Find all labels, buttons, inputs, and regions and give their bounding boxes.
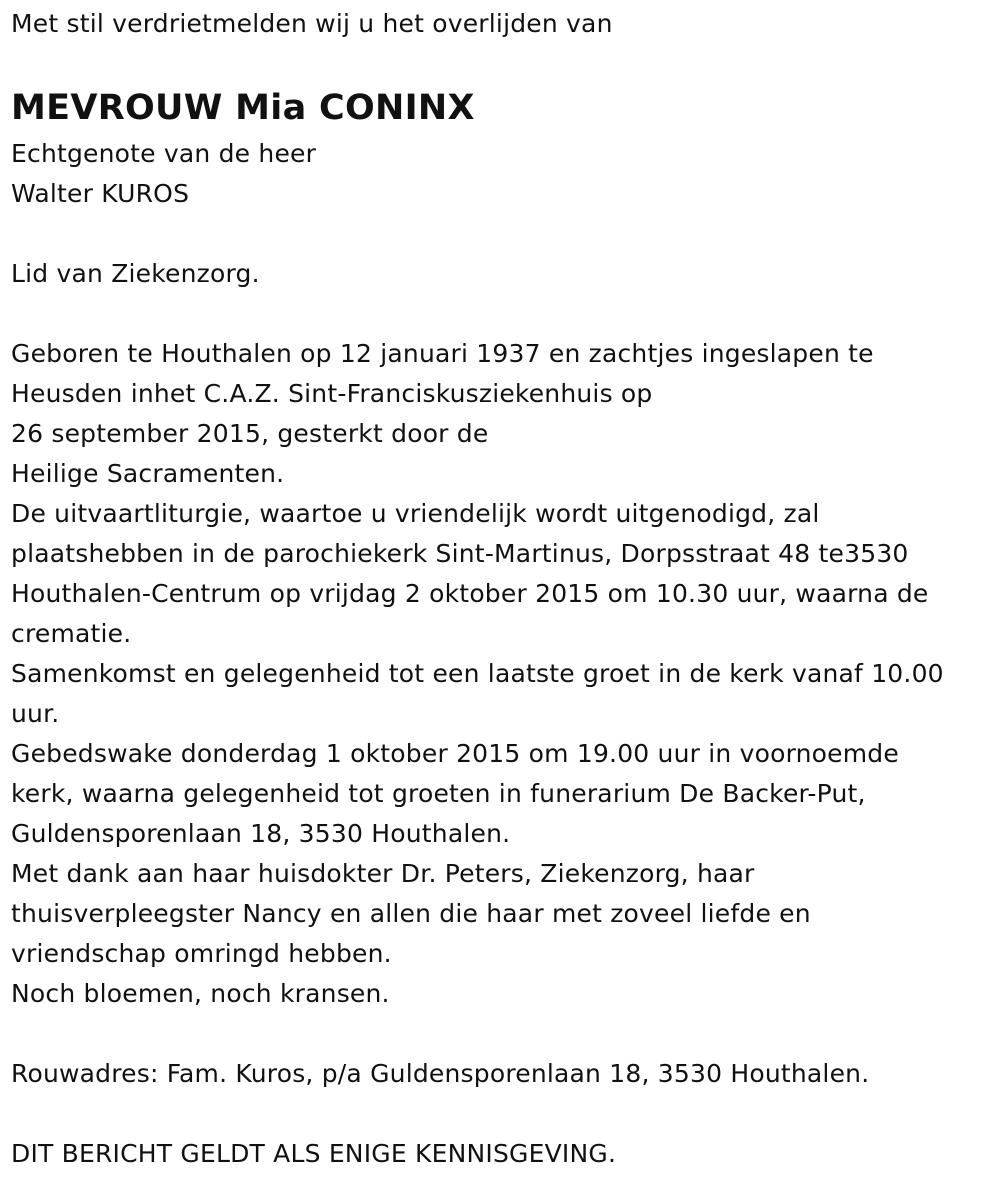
details-line: 26 september 2015, gesterkt door de: [11, 419, 489, 448]
details-block: [11, 334, 993, 1014]
closing-statement: DIT BERICHT GELDT ALS ENIGE KENNISGEVING.: [11, 1139, 617, 1168]
details-line: vriendschap omringd hebben.: [11, 939, 392, 968]
details-line: thuisverpleegster Nancy en allen die haar met zoveel liefde en: [11, 899, 811, 928]
details-line: Heusden inhet C.A.Z. Sint-Franciskusziekenhuis op: [11, 379, 653, 408]
details-line: Samenkomst en gelegenheid tot een laatste groet in de kerk vanaf 10.00: [11, 659, 944, 688]
spouse-line: Walter KUROS: [11, 179, 190, 208]
details-line: Guldensporenlaan 18, 3530 Houthalen.: [11, 819, 511, 848]
intro-text: Met stil verdrietmelden wij u het overlijden van: [11, 9, 613, 38]
deceased-name: MEVROUW Mia CONINX: [11, 88, 475, 128]
details-line: Geboren te Houthalen op 12 januari 1937 en zachtjes ingeslapen te: [11, 339, 874, 368]
spouse-block: [11, 134, 993, 214]
spouse-line: Echtgenote van de heer: [11, 139, 317, 168]
death-notice: [11, 4, 993, 1174]
details-line: Heilige Sacramenten.: [11, 459, 285, 488]
details-line: Gebedswake donderdag 1 oktober 2015 om 19.00 uur in voornoemde: [11, 739, 899, 768]
details-line: Noch bloemen, noch kransen.: [11, 979, 390, 1008]
details-line: kerk, waarna gelegenheid tot groeten in funerarium De Backer-Put,: [11, 779, 866, 808]
details-line: plaatshebben in de parochiekerk Sint-Martinus, Dorpsstraat 48 te3530: [11, 539, 909, 568]
details-line: De uitvaartliturgie, waartoe u vriendelijk wordt uitgenodigd, zal: [11, 499, 820, 528]
details-line: Houthalen-Centrum op vrijdag 2 oktober 2015 om 10.30 uur, waarna de: [11, 579, 929, 608]
details-line: Met dank aan haar huisdokter Dr. Peters, Ziekenzorg, haar: [11, 859, 755, 888]
details-line: uur.: [11, 699, 60, 728]
details-line: crematie.: [11, 619, 132, 648]
membership-text: Lid van Ziekenzorg.: [11, 259, 260, 288]
mourning-address: Rouwadres: Fam. Kuros, p/a Guldensporenlaan 18, 3530 Houthalen.: [11, 1059, 870, 1088]
